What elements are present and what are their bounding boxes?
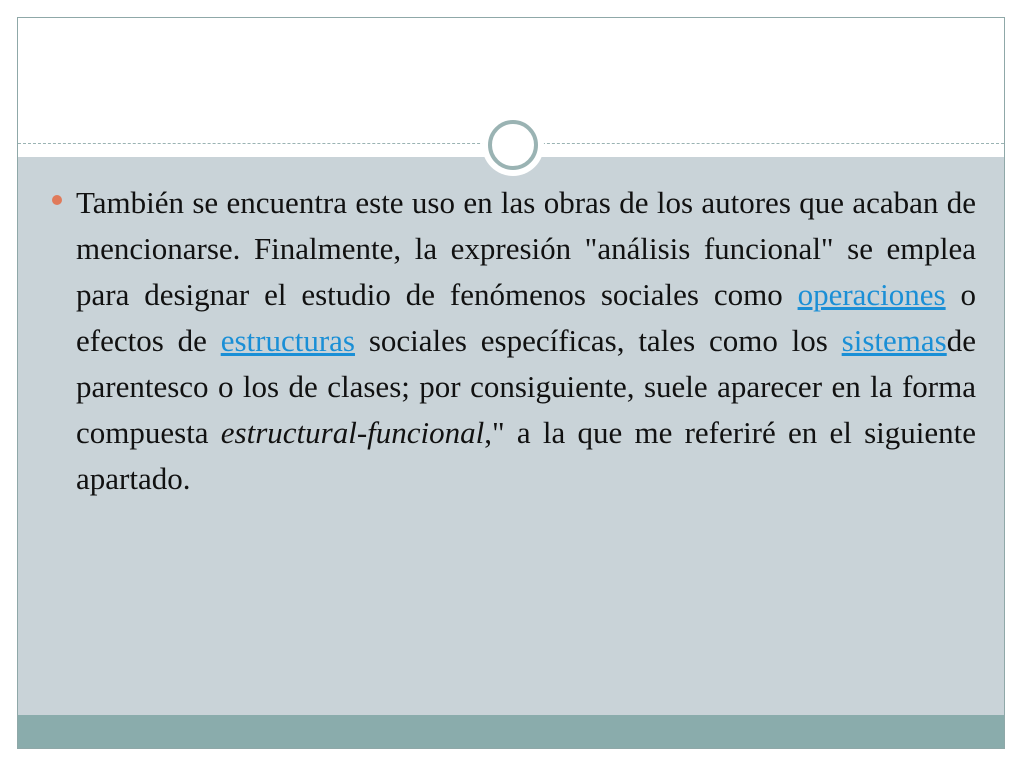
text-run: de parentesco o los de clases; por consiguiente, suele aparecer en la forma compuesta bbox=[76, 323, 976, 450]
bullet-paragraph bbox=[76, 180, 976, 502]
bullet-item bbox=[52, 180, 976, 502]
link-sistemas[interactable]: sistemas bbox=[841, 323, 947, 358]
text-run: También se encuentra este uso en las obras de los autores que acaban de mencionarse. Finalmente, la expresión "análisis funcional" se emplea para designar el estudio de fenómenos sociales como bbox=[76, 185, 976, 312]
text-run: sociales específicas, tales como los bbox=[354, 323, 842, 358]
link-operaciones[interactable]: operaciones bbox=[797, 277, 946, 312]
bottom-bar bbox=[18, 715, 1004, 748]
ornament-inner bbox=[501, 133, 525, 157]
text-run: ," a la que me referiré en el siguiente apartado. bbox=[76, 415, 976, 496]
ornament-ring bbox=[488, 120, 538, 170]
text-run: o efectos de bbox=[76, 277, 977, 358]
slide bbox=[17, 17, 1005, 749]
circle-ornament-icon bbox=[482, 114, 544, 176]
bullet-dot-icon bbox=[52, 195, 62, 205]
italic-term: estructural-funcional bbox=[220, 415, 485, 450]
link-estructuras[interactable]: estructuras bbox=[220, 323, 355, 358]
